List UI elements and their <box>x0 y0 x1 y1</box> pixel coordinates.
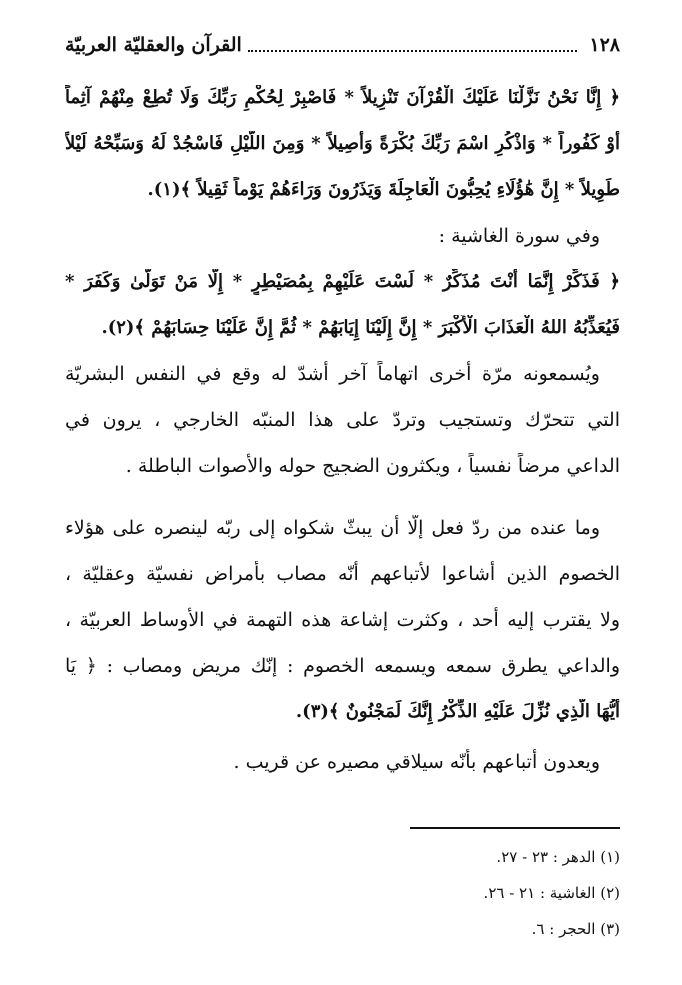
verse-line: أَوْ كَفُوراً * وَاذْكُرِ اسْمَ رَبِّكَ بُكْرَةً وَأَصِيلاً * وَمِنَ اللَّيْلِ فَاسْجُدْ لَهُ وَسَبِّحْهُ لَيْلاً <box>65 133 620 154</box>
verse-line: طَوِيلاً * إِنَّ هَٰؤُلَاءِ يُحِبُّونَ الْعَاجِلَةَ وَيَذَرُونَ وَرَاءَهُمْ يَوْماً ثَقِيلاً ﴾(١). <box>147 179 620 200</box>
verse-line: أَيُّهَا الَّذِي نُزِّلَ عَلَيْهِ الذِّكْرُ إِنَّكَ لَمَجْنُونٌ ﴾(٣). <box>295 701 620 722</box>
paragraph-line: وما عنده من ردّ فعل إلّا أن يبثّ شكواه إلى ربّه لينصره على هؤلاء <box>65 517 600 539</box>
paragraph-line: الخصوم الذين أشاعوا لأتباعهم أنّه مصاب بأمراض نفسيّة وعقليّة ، <box>65 563 620 585</box>
footnote-separator <box>410 827 620 829</box>
page-number: ١٢٨ <box>589 34 620 56</box>
verse-line: ﴿ إِنَّا نَحْنُ نَزَّلْنَا عَلَيْكَ الْقُرْآنَ تَنْزِيلاً * فَاصْبِرْ لِحُكْمِ رَبِّكَ وَلَا تُطِعْ مِنْهُمْ آثِماً <box>65 87 620 108</box>
book-page <box>65 25 620 965</box>
paragraph-line: وفي سورة الغاشية : <box>438 225 600 247</box>
paragraph-line: ويُسمعونه مرّة أُخرى اتهاماً آخر أشدّ له وقع في النفس البشريّة <box>65 363 600 385</box>
page-header <box>65 25 620 65</box>
paragraph-line: التي تتحرّك وتستجيب وتردّ على هذا المنبّه الخارجي ، يرون في <box>65 409 620 431</box>
paragraph-line: ولا يقترب إليه أحد ، وكثرت إشاعة هذه التهمة في الأوساط العربيّة ، <box>65 609 620 631</box>
verse-line: ﴿ فَذَكِّرْ إِنَّمَا أَنْتَ مُذَكِّرٌ * لَسْتَ عَلَيْهِمْ بِمُصَيْطِرٍ * إِلَّا مَنْ تَوَلَّىٰ وَكَفَرَ * <box>65 271 620 292</box>
paragraph-line: الداعي مرضاً نفسياً ، ويكثرون الضجيج حوله والأصوات الباطلة . <box>125 455 620 477</box>
verse-line: فَيُعَذِّبُهُ اللهُ الْعَذَابَ الْأَكْبَرَ * إِنَّ إِلَيْنَا إِيَابَهُمْ * ثُمَّ إِنَّ عَلَيْنَا حِسَابَهُمْ ﴾(٢). <box>101 317 620 338</box>
header-dot-leader <box>248 50 578 52</box>
footnote: (١) الدهر : ٢٣ - ٢٧. <box>496 848 620 866</box>
footnote: (٣) الحجر : ٦. <box>531 920 620 938</box>
paragraph-line: والداعي يطرق سمعه ويسمعه الخصوم : إنّك مريض ومصاب : ﴿ يَا <box>65 655 620 677</box>
footnote: (٢) الغاشية : ٢١ - ٢٦. <box>483 884 620 902</box>
paragraph-line: ويعدون أتباعهم بأنّه سيلاقي مصيره عن قريب . <box>233 751 600 773</box>
running-title: القرآن والعقليّة العربيّة <box>65 34 242 56</box>
